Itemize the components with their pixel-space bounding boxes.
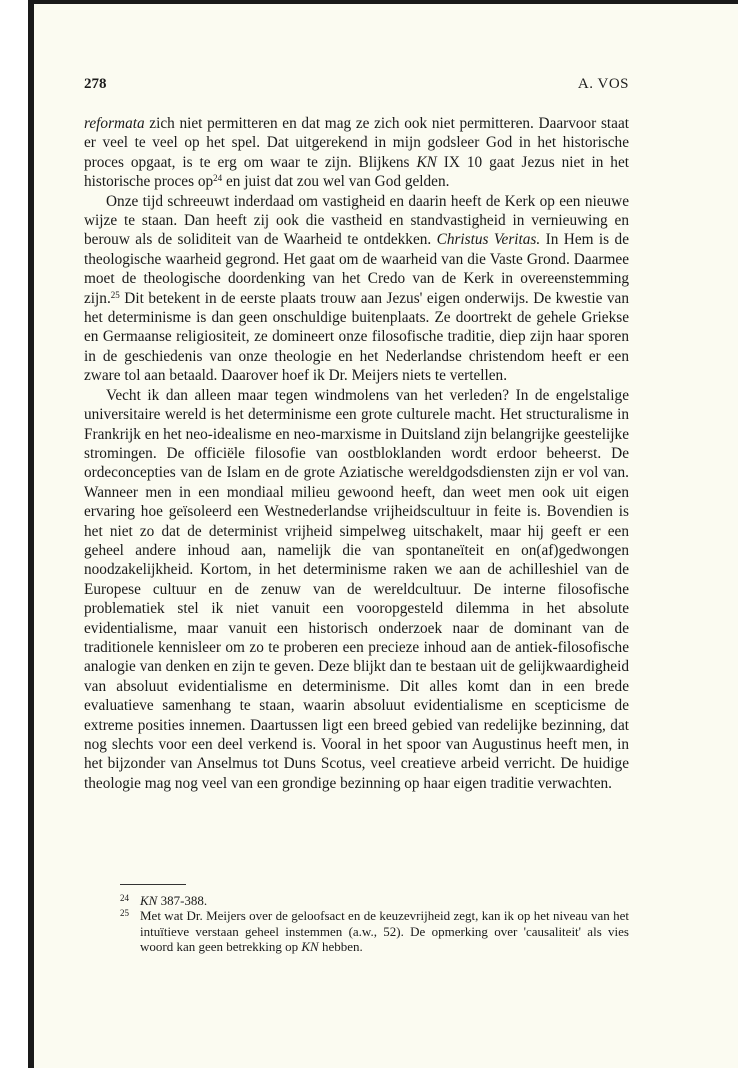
paragraph-1 [84, 114, 629, 192]
paragraph-3: Vecht ik dan alleen maar tegen windmolens van het verleden? In de engelstalige universitaire wereld is het determinisme een grote culturele macht. Het structuralisme in Frankrijk en het neo-idealisme en neo-marxisme in Duitsland zijn belangrijke geestelijke stromingen. De officiële filosofie van oostbloklanden wordt erdoor beheerst. De ordeconcepties van de Islam en de grote Aziatische wereldgodsdiensten zijn er vol van. Wanneer men in een mondiaal milieu gewoond heeft, dan weet men ook uit eigen ervaring hoe geïsoleerd een Westnederlandse vrijheidscultuur in feite is. Bovendien is het niet zo dat de determinist vrijheid simpelweg uitschakelt, maar hij geeft er een geheel andere inhoud aan, namelijk die van spontaneïteit en on(af)gedwongen noodzakelijkheid. Kortom, in het determinisme raken we aan de achilleshiel van de Europese cultuur en de zenuw van de wereldcultuur. De interne filosofische problematiek stel ik niet vanuit een vooropgesteld dilemma in het absolute evidentialisme, maar vanuit een historisch onderzoek naar de dominant van de traditionele kennisleer om zo te proberen een precieze inhoud aan de antiek-filosofische analogie van denken en zijn te geven. Deze blijkt dan te bestaan uit de gelijkwaardigheid van absoluut evidentialisme en determinisme. Dit alles komt dan in een brede evaluatieve samenhang te staan, waarin absoluut evidentialisme en scepticisme de extreme posities innemen. Daartussen ligt een breed gebied van redelijke bezinning, dat nog slechts voor een deel verkend is. Vooral in het spoor van Augustinus heeft men, in het bijzonder van Anselmus tot Duns Scotus, veel creatieve arbeid verricht. De huidige theologie mag nog veel van een grondige bezinning op haar eigen traditie verwachten. [84, 386, 629, 792]
footnote-rule [120, 884, 186, 885]
italic-abbrev: KN [140, 893, 158, 908]
footnotes [120, 893, 629, 955]
text-span: In Hem is de theologische waarheid gegrond. Het gaat om de waarheid van die Vaste Grond. Daarmee moet de theologische doordenking van het Credo van de Kerk in overeenstemming zijn. [84, 231, 629, 307]
footnote-ref: 24 [213, 173, 223, 184]
italic-abbrev: KN [301, 939, 319, 955]
footnote-mark: 24 [120, 893, 129, 903]
body-text [84, 114, 629, 793]
italic-phrase: Christus Veritas. [436, 231, 541, 249]
italic-abbrev: KN [416, 153, 437, 171]
footnote-text: Met wat Dr. Meijers over de geloofsact en de keuzevrijheid zegt, kan ik op het niveau van het intuïtieve verstaan geheel instemmen (a.w., 52). De opmerking over 'causaliteit' als vies woord kan geen betrekking op [140, 908, 629, 955]
text-span: zich niet permitteren en dat mag ze zich ook niet permitteren. Daarvoor staat er veel te veel op het spel. Dat uitgerekend in mijn godsleer God in het historische proces opgaat, is te erg om waar te zijn. Blijkens [84, 115, 629, 171]
page-number: 278 [84, 76, 107, 92]
footnote-25 [120, 908, 629, 954]
footnote-mark: 25 [120, 908, 129, 919]
footnote-text: 387-388. [157, 893, 208, 908]
running-head: A. VOS [577, 76, 629, 92]
footnote-ref: 25 [110, 289, 120, 300]
text-span: IX 10 gaat Jezus niet in het historische proces op [84, 153, 629, 191]
text-span: Onze tijd schreeuwt inderdaad om vastigheid en daarin heeft de Kerk op een nieuwe wijze te staan. Dan heeft zij ook die vastheid en standvastigheid in vernieuwing en berouw als de soliditeit van de Waarheid te ontdekken. [84, 192, 629, 249]
text-span: en juist dat zou wel van God gelden. [222, 173, 450, 191]
text-span: Dit betekent in de eerste plaats trouw aan Jezus' eigen onderwijs. De kwestie van het determinisme is dan geen onschuldige buitenplaats. Ze doortrekt de gehele Griekse en Germaanse religiositeit, ze domineert onze filosofische traditie, diep zijn haar sporen in de geschiedenis van onze theologie en het Nederlandse christendom heeft er een zware tol aan betaald. Daarover hoef ik Dr. Meijers niets te vertellen. [84, 289, 629, 385]
footnote-text: hebben. [318, 939, 363, 955]
italic-term: reformata [84, 115, 145, 132]
footnote-24 [120, 893, 629, 908]
paragraph-2 [84, 192, 629, 386]
